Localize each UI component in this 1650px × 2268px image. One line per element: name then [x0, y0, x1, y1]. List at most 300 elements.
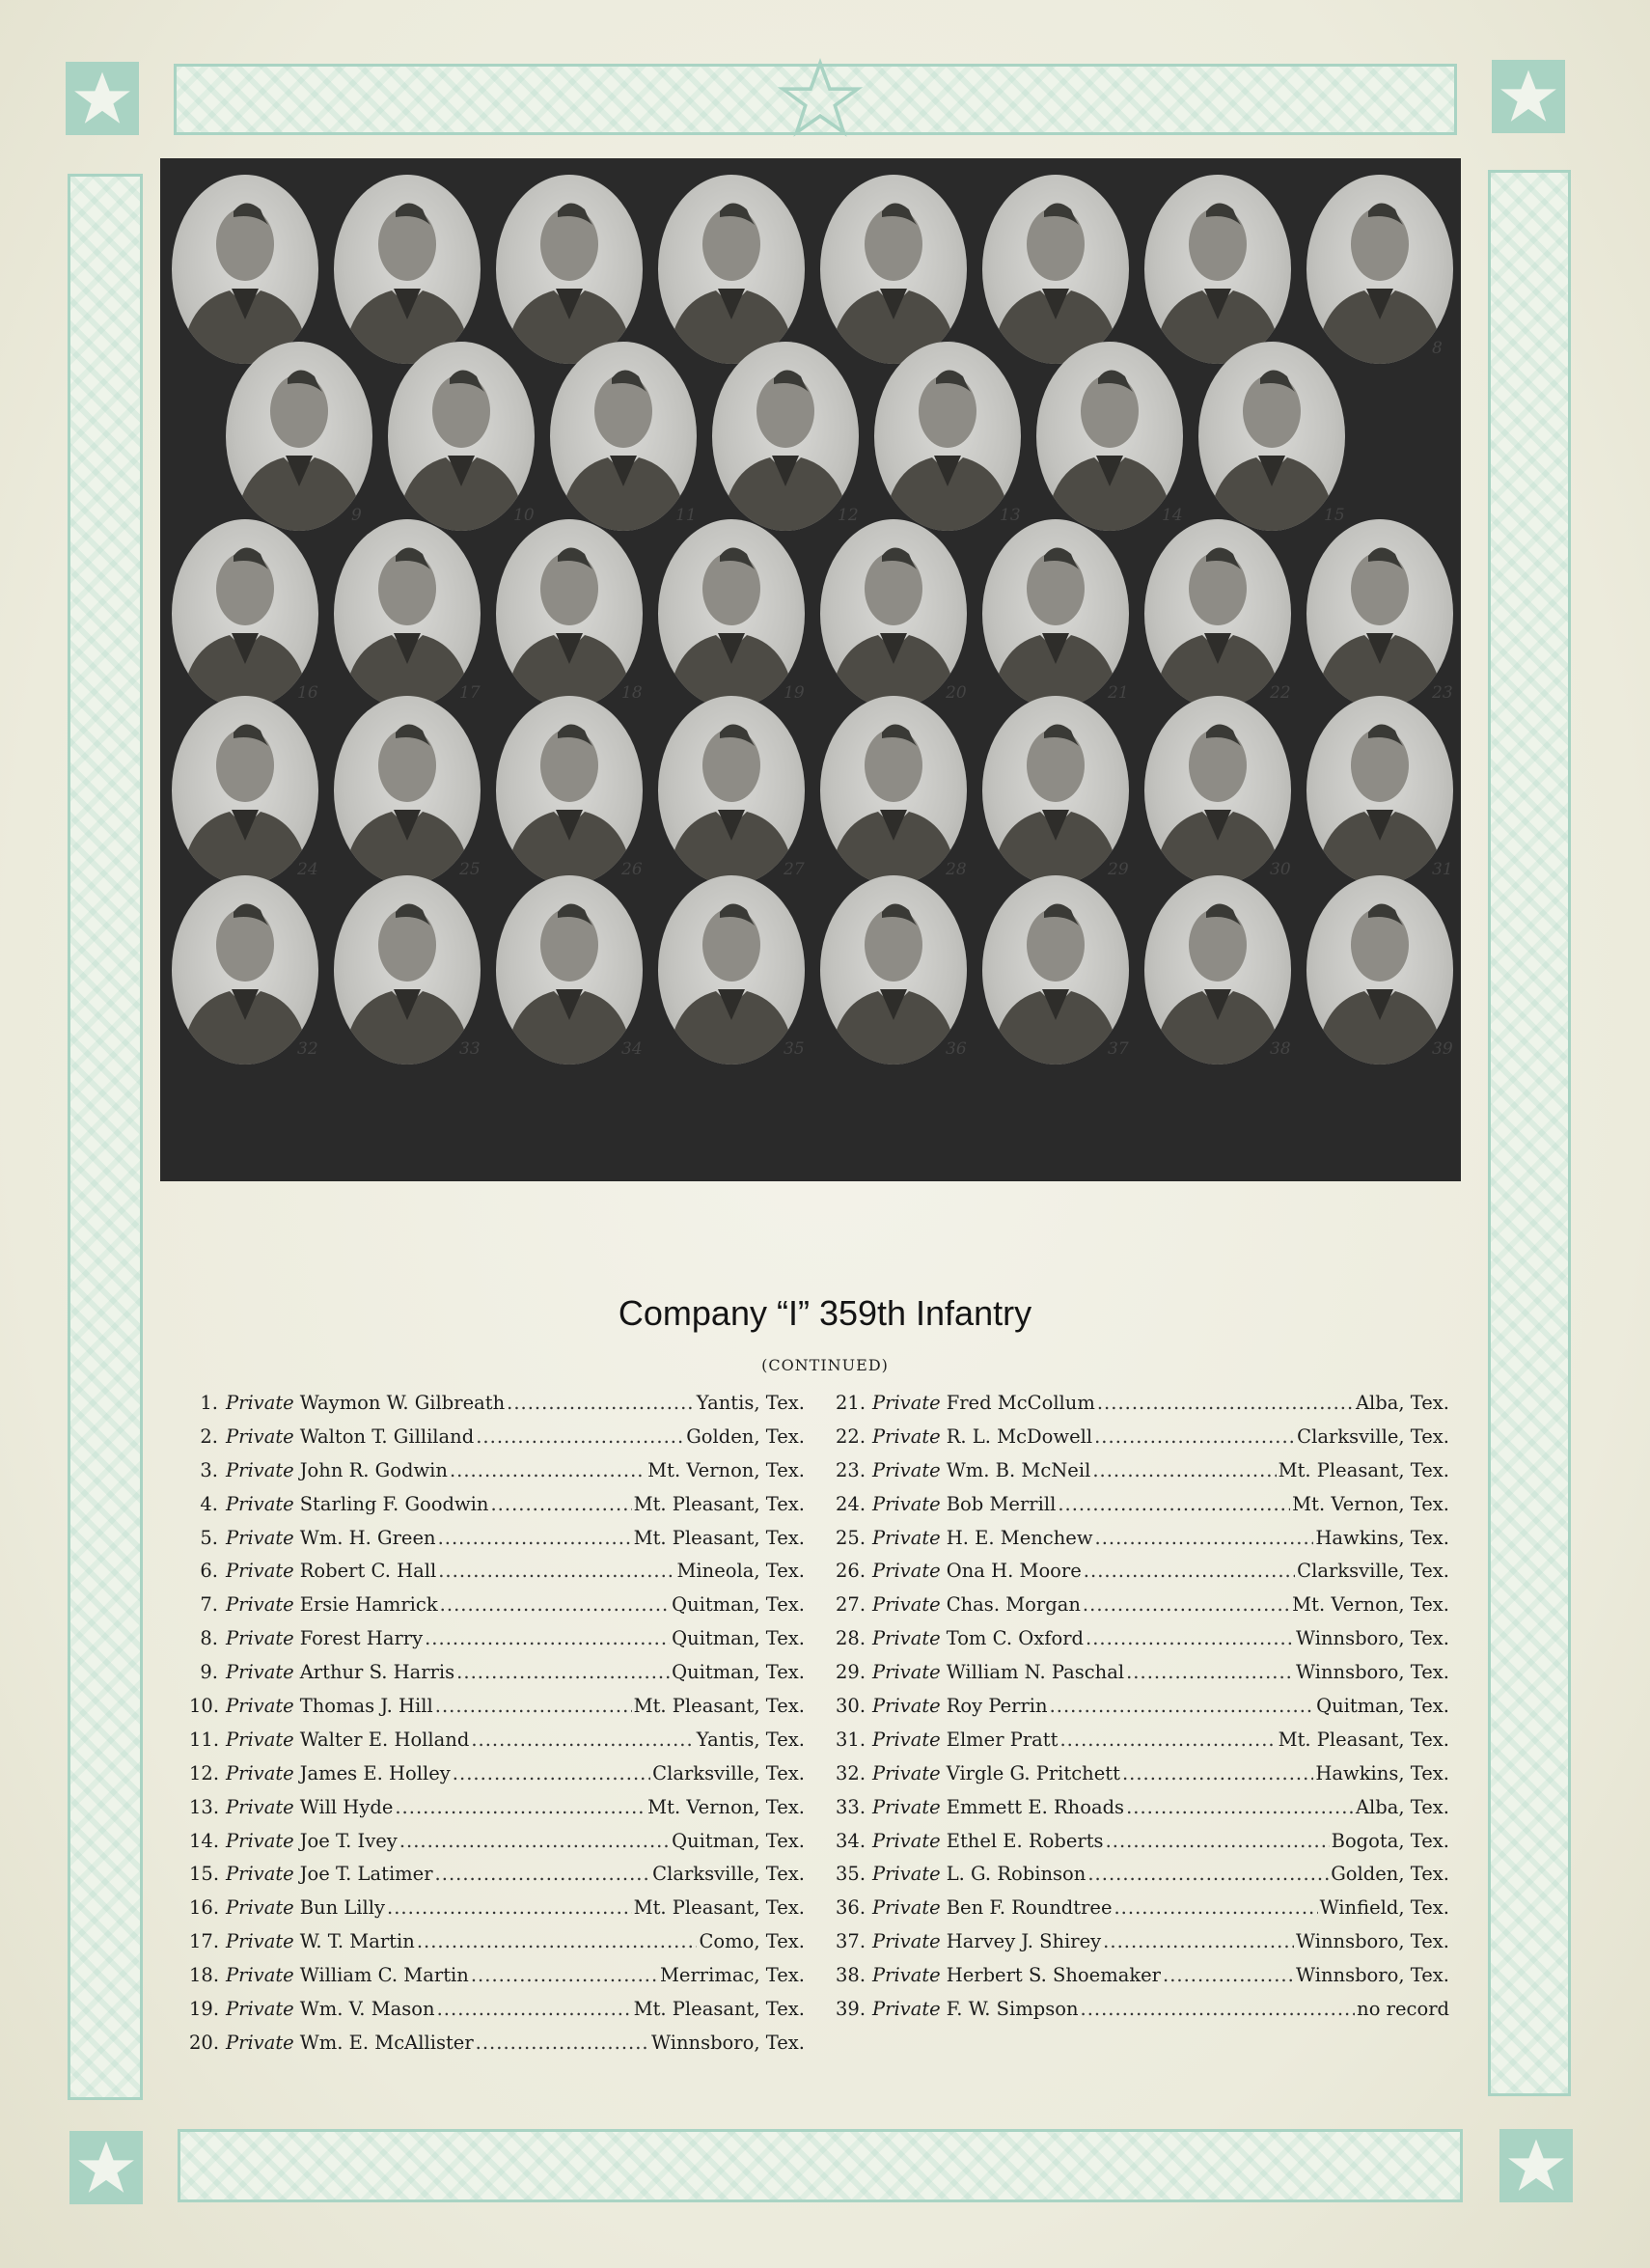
soldier-portrait: [172, 175, 318, 364]
entry-number: 5.: [200, 1526, 218, 1549]
entry-name: Ersie Hamrick: [299, 1593, 438, 1617]
soldier-portrait: [1306, 175, 1453, 364]
roster-entry: [189, 1998, 805, 2032]
entry-number: 33.: [836, 1795, 866, 1818]
person-silhouette-icon: [982, 875, 1129, 1065]
entry-name: Walton T. Gilliland: [299, 1424, 475, 1448]
person-silhouette-icon: [982, 519, 1129, 708]
roster-entry: [189, 1493, 805, 1527]
entry-rank: Private: [226, 1526, 294, 1549]
roster-entry: [189, 1796, 805, 1830]
entry-number: 24.: [836, 1492, 866, 1515]
entry-name: Fred McCollum: [946, 1392, 1095, 1414]
entry-rank: Private: [872, 1627, 941, 1650]
entry-leader-dots: [1126, 1661, 1294, 1683]
entry-name: Joe T. Latimer: [299, 1863, 433, 1886]
roster-entry: [189, 1896, 805, 1930]
entry-name: R. L. McDowell: [946, 1424, 1093, 1448]
star-icon: [1499, 2129, 1573, 2202]
person-silhouette-icon: [1198, 342, 1345, 531]
entry-number: 6.: [200, 1560, 218, 1583]
entry-hometown: Mt. Pleasant, Tex.: [633, 1695, 805, 1718]
soldier-portrait: [1036, 342, 1183, 531]
soldier-portrait: [982, 519, 1129, 708]
soldier-portrait: [550, 342, 697, 531]
entry-number: 32.: [836, 1761, 866, 1784]
roster-entry: [836, 1729, 1449, 1762]
roster-entry: [836, 1830, 1449, 1864]
soldier-portrait: [172, 696, 318, 885]
soldier-portrait: [1144, 696, 1291, 885]
portrait-number: 26: [621, 860, 643, 880]
roster-entry: [189, 1661, 805, 1695]
soldier-portrait: [334, 519, 481, 708]
entry-hometown: Clarksville, Tex.: [1297, 1424, 1449, 1448]
entry-rank: Private: [872, 1863, 941, 1886]
entry-hometown: Como, Tex.: [699, 1930, 805, 1953]
entry-name: James E. Holley: [299, 1761, 451, 1784]
entry-name: Herbert S. Shoemaker: [946, 1964, 1162, 1987]
entry-name: H. E. Menchew: [946, 1526, 1093, 1549]
person-silhouette-icon: [658, 875, 805, 1065]
entry-leader-dots: [438, 1527, 632, 1549]
entry-rank: Private: [226, 1492, 294, 1515]
soldier-portrait: [1144, 875, 1291, 1065]
entry-hometown: Quitman, Tex.: [672, 1829, 805, 1852]
entry-number: 7.: [200, 1593, 218, 1617]
entry-leader-dots: [1083, 1593, 1290, 1616]
person-silhouette-icon: [1306, 175, 1453, 364]
roster-column-right: [836, 1392, 1449, 2032]
entry-name: F. W. Simpson: [946, 1998, 1079, 2021]
entry-rank: Private: [226, 1695, 294, 1718]
portrait-number: 9: [351, 506, 362, 526]
entry-rank: Private: [226, 1593, 294, 1617]
person-silhouette-icon: [982, 175, 1129, 364]
entry-number: 12.: [189, 1761, 220, 1784]
roster-entry: [189, 1425, 805, 1459]
person-silhouette-icon: [1144, 175, 1291, 364]
entry-hometown: Mt. Pleasant, Tex.: [633, 1998, 805, 2021]
portrait-number: 19: [784, 682, 805, 703]
entry-rank: Private: [226, 1896, 294, 1920]
entry-hometown: Winnsboro, Tex.: [1296, 1964, 1449, 1987]
entry-rank: Private: [226, 1424, 294, 1448]
entry-leader-dots: [425, 1627, 670, 1649]
star-icon: [66, 62, 139, 135]
entry-rank: Private: [226, 1392, 294, 1414]
roster-entry: [836, 1998, 1449, 2032]
entry-number: 20.: [189, 2031, 220, 2054]
entry-leader-dots: [490, 1493, 631, 1515]
entry-number: 28.: [836, 1627, 866, 1650]
entry-number: 25.: [836, 1526, 866, 1549]
portrait-number: 13: [1000, 506, 1021, 526]
entry-rank: Private: [872, 1761, 941, 1784]
portrait-number: 14: [1162, 506, 1183, 526]
soldier-portrait: [1306, 696, 1453, 885]
roster-column-left: [189, 1392, 805, 2065]
person-silhouette-icon: [1306, 875, 1453, 1065]
entry-name: Wm. H. Green: [299, 1526, 436, 1549]
entry-leader-dots: [1114, 1896, 1317, 1919]
entry-hometown: Golden, Tex.: [686, 1424, 805, 1448]
bottom-border-ornament: [178, 2129, 1463, 2202]
entry-leader-dots: [1097, 1392, 1354, 1414]
roster-entry: [189, 1695, 805, 1729]
entry-hometown: Mt. Vernon, Tex.: [647, 1795, 805, 1818]
entry-leader-dots: [438, 1560, 674, 1582]
entry-leader-dots: [476, 1425, 684, 1448]
entry-hometown: Mt. Pleasant, Tex.: [633, 1526, 805, 1549]
person-silhouette-icon: [388, 342, 535, 531]
entry-hometown: Mt. Pleasant, Tex.: [1278, 1728, 1449, 1751]
entry-leader-dots: [1081, 1998, 1356, 2020]
entry-hometown: Winnsboro, Tex.: [1296, 1661, 1449, 1684]
entry-number: 23.: [836, 1458, 866, 1481]
entry-name: William C. Martin: [299, 1964, 469, 1987]
entry-rank: Private: [872, 1896, 941, 1920]
entry-rank: Private: [226, 1560, 294, 1583]
entry-name: Starling F. Goodwin: [299, 1492, 489, 1515]
entry-rank: Private: [226, 1458, 294, 1481]
person-silhouette-icon: [550, 342, 697, 531]
soldier-portrait: [226, 342, 372, 531]
portrait-number: 23: [1432, 682, 1453, 703]
soldier-portrait: [874, 342, 1021, 531]
entry-leader-dots: [440, 1593, 670, 1616]
entry-rank: Private: [872, 1424, 941, 1448]
entry-hometown: Clarksville, Tex.: [652, 1863, 805, 1886]
roster-entry: [189, 1392, 805, 1425]
page-title: Company “I” 359th Infantry: [618, 1293, 1032, 1333]
portrait-number: 16: [297, 682, 318, 703]
portrait-number: 21: [1108, 682, 1129, 703]
soldier-portrait: [496, 696, 643, 885]
person-silhouette-icon: [172, 696, 318, 885]
entry-rank: Private: [226, 1998, 294, 2021]
portrait-number: 8: [1432, 339, 1443, 359]
entry-hometown: Mt. Pleasant, Tex.: [633, 1896, 805, 1920]
soldier-portrait: [712, 342, 859, 531]
person-silhouette-icon: [658, 175, 805, 364]
person-silhouette-icon: [172, 519, 318, 708]
portrait-number: 39: [1432, 1039, 1453, 1060]
entry-number: 36.: [836, 1896, 866, 1920]
portrait-number: 24: [297, 860, 318, 880]
person-silhouette-icon: [874, 342, 1021, 531]
entry-hometown: Clarksville, Tex.: [1297, 1560, 1449, 1583]
entry-name: Virgle G. Pritchett: [946, 1761, 1120, 1784]
left-border-ornament: [68, 174, 143, 2100]
entry-number: 37.: [836, 1930, 866, 1953]
soldier-portrait: [658, 875, 805, 1065]
entry-number: 39.: [836, 1998, 866, 2021]
portrait-number: 15: [1324, 506, 1345, 526]
entry-hometown: Mt. Pleasant, Tex.: [633, 1492, 805, 1515]
soldier-portrait: [496, 175, 643, 364]
portrait-number: 31: [1432, 860, 1453, 880]
roster-entry: [189, 1627, 805, 1661]
roster-entry: [836, 1896, 1449, 1930]
entry-number: 27.: [836, 1593, 866, 1617]
person-silhouette-icon: [226, 342, 372, 531]
entry-number: 26.: [836, 1560, 866, 1583]
roster-entry: [189, 1459, 805, 1493]
entry-name: Joe T. Ivey: [299, 1829, 398, 1852]
entry-name: Will Hyde: [299, 1795, 394, 1818]
person-silhouette-icon: [1144, 696, 1291, 885]
person-silhouette-icon: [334, 175, 481, 364]
soldier-portrait: [820, 696, 967, 885]
entry-leader-dots: [1122, 1762, 1313, 1784]
entry-number: 15.: [189, 1863, 220, 1886]
person-silhouette-icon: [496, 519, 643, 708]
roster-entry: [836, 1392, 1449, 1425]
entry-hometown: Merrimac, Tex.: [659, 1964, 805, 1987]
person-silhouette-icon: [496, 875, 643, 1065]
entry-name: Forest Harry: [299, 1627, 424, 1650]
entry-name: Walter E. Holland: [299, 1728, 470, 1751]
person-silhouette-icon: [1144, 875, 1291, 1065]
roster-entry: [189, 1593, 805, 1627]
roster-entry: [836, 1527, 1449, 1561]
entry-name: William N. Paschal: [946, 1661, 1125, 1684]
entry-hometown: Quitman, Tex.: [672, 1627, 805, 1650]
person-silhouette-icon: [658, 519, 805, 708]
entry-hometown: Alba, Tex.: [1355, 1392, 1449, 1414]
person-silhouette-icon: [334, 696, 481, 885]
portrait-panel: [160, 158, 1461, 1181]
person-silhouette-icon: [1306, 519, 1453, 708]
entry-name: Thomas J. Hill: [299, 1695, 433, 1718]
entry-hometown: Winfield, Tex.: [1319, 1896, 1449, 1920]
entry-number: 11.: [189, 1728, 220, 1751]
entry-name: Tom C. Oxford: [946, 1627, 1084, 1650]
entry-leader-dots: [1050, 1695, 1315, 1717]
roster-entry: [836, 1560, 1449, 1593]
entry-leader-dots: [507, 1392, 695, 1414]
entry-number: 34.: [836, 1829, 866, 1852]
entry-name: Robert C. Hall: [299, 1560, 437, 1583]
soldier-portrait: [982, 875, 1129, 1065]
entry-leader-dots: [387, 1896, 632, 1919]
roster-entry: [836, 1695, 1449, 1729]
soldier-portrait: [658, 519, 805, 708]
entry-rank: Private: [872, 1593, 941, 1617]
portrait-number: 12: [838, 506, 859, 526]
entry-number: 19.: [189, 1998, 220, 2021]
person-silhouette-icon: [1306, 696, 1453, 885]
person-silhouette-icon: [334, 875, 481, 1065]
entry-leader-dots: [435, 1863, 651, 1885]
roster-entry: [189, 1964, 805, 1998]
entry-leader-dots: [453, 1762, 650, 1784]
entry-leader-dots: [456, 1661, 670, 1683]
entry-hometown: Mineola, Tex.: [676, 1560, 805, 1583]
entry-leader-dots: [1126, 1796, 1354, 1818]
entry-hometown: Mt. Pleasant, Tex.: [1278, 1458, 1449, 1481]
person-silhouette-icon: [820, 875, 967, 1065]
soldier-portrait: [1306, 519, 1453, 708]
entry-name: Elmer Pratt: [946, 1728, 1059, 1751]
entry-rank: Private: [226, 1863, 294, 1886]
portrait-number: 28: [946, 860, 967, 880]
entry-leader-dots: [1087, 1863, 1329, 1885]
entry-name: Wm. B. McNeil: [946, 1458, 1091, 1481]
entry-leader-dots: [435, 1695, 632, 1717]
entry-number: 3.: [200, 1458, 218, 1481]
entry-rank: Private: [872, 1728, 941, 1751]
entry-rank: Private: [872, 1392, 941, 1414]
entry-rank: Private: [872, 1930, 941, 1953]
soldier-portrait: [658, 696, 805, 885]
soldier-portrait: [334, 696, 481, 885]
entry-leader-dots: [1106, 1830, 1330, 1852]
roster-entry: [836, 1964, 1449, 1998]
soldier-portrait: [388, 342, 535, 531]
entry-name: Harvey J. Shirey: [946, 1930, 1102, 1953]
entry-leader-dots: [437, 1998, 632, 2020]
entry-leader-dots: [1095, 1527, 1314, 1549]
entry-leader-dots: [1092, 1459, 1276, 1481]
person-silhouette-icon: [172, 175, 318, 364]
person-silhouette-icon: [820, 696, 967, 885]
roster-entry: [836, 1661, 1449, 1695]
person-silhouette-icon: [496, 696, 643, 885]
roster-entry: [836, 1930, 1449, 1964]
person-silhouette-icon: [1144, 519, 1291, 708]
person-silhouette-icon: [982, 696, 1129, 885]
soldier-portrait: [820, 875, 967, 1065]
entry-hometown: Winnsboro, Tex.: [1296, 1627, 1449, 1650]
portrait-number: 11: [675, 506, 697, 526]
entry-name: Bun Lilly: [299, 1896, 386, 1920]
entry-number: 9.: [200, 1661, 218, 1684]
portrait-number: 22: [1270, 682, 1291, 703]
portrait-number: 25: [459, 860, 481, 880]
entry-leader-dots: [471, 1729, 694, 1751]
entry-hometown: Hawkins, Tex.: [1315, 1526, 1449, 1549]
entry-name: Wm. V. Mason: [299, 1998, 435, 2021]
soldier-portrait: [1306, 875, 1453, 1065]
entry-rank: Private: [226, 1661, 294, 1684]
entry-leader-dots: [1059, 1729, 1276, 1751]
roster-entry: [836, 1627, 1449, 1661]
entry-hometown: Quitman, Tex.: [1316, 1695, 1449, 1718]
entry-rank: Private: [872, 1964, 941, 1987]
person-silhouette-icon: [496, 175, 643, 364]
entry-leader-dots: [399, 1830, 670, 1852]
entry-rank: Private: [872, 1492, 941, 1515]
portrait-number: 27: [784, 860, 805, 880]
entry-rank: Private: [226, 2031, 294, 2054]
entry-rank: Private: [226, 1964, 294, 1987]
entry-hometown: Winnsboro, Tex.: [651, 2031, 805, 2054]
entry-number: 30.: [836, 1695, 866, 1718]
portrait-number: 35: [784, 1039, 805, 1060]
entry-leader-dots: [417, 1930, 698, 1952]
entry-leader-dots: [395, 1796, 646, 1818]
star-icon: [777, 56, 864, 143]
entry-name: Wm. E. McAllister: [299, 2031, 474, 2054]
entry-name: Chas. Morgan: [946, 1593, 1081, 1617]
entry-number: 35.: [836, 1863, 866, 1886]
roster-entry: [189, 1863, 805, 1896]
entry-leader-dots: [1084, 1560, 1295, 1582]
entry-name: Ona H. Moore: [946, 1560, 1082, 1583]
roster-entry: [836, 1459, 1449, 1493]
entry-hometown: no record: [1357, 1998, 1449, 2021]
entry-rank: Private: [226, 1728, 294, 1751]
portrait-number: 29: [1108, 860, 1129, 880]
entry-name: Ben F. Roundtree: [946, 1896, 1113, 1920]
soldier-portrait: [1198, 342, 1345, 531]
entry-name: Waymon W. Gilbreath: [299, 1392, 506, 1414]
portrait-number: 20: [946, 682, 967, 703]
soldier-portrait: [334, 175, 481, 364]
entry-number: 8.: [200, 1627, 218, 1650]
person-silhouette-icon: [172, 875, 318, 1065]
entry-name: John R. Godwin: [299, 1458, 448, 1481]
entry-hometown: Mt. Vernon, Tex.: [1292, 1492, 1449, 1515]
person-silhouette-icon: [658, 696, 805, 885]
entry-number: 18.: [189, 1964, 220, 1987]
entry-rank: Private: [872, 1560, 941, 1583]
roster-entry: [836, 1593, 1449, 1627]
soldier-portrait: [658, 175, 805, 364]
person-silhouette-icon: [820, 175, 967, 364]
entry-rank: Private: [226, 1930, 294, 1953]
entry-number: 31.: [836, 1728, 866, 1751]
entry-number: 4.: [200, 1492, 218, 1515]
star-icon: [69, 2131, 143, 2204]
page-subtitle: (CONTINUED): [761, 1356, 889, 1374]
entry-hometown: Mt. Vernon, Tex.: [647, 1458, 805, 1481]
soldier-portrait: [820, 175, 967, 364]
entry-name: L. G. Robinson: [946, 1863, 1086, 1886]
roster-entry: [189, 1729, 805, 1762]
star-icon: [1492, 60, 1565, 133]
soldier-portrait: [982, 696, 1129, 885]
entry-leader-dots: [1058, 1493, 1290, 1515]
roster-entry: [189, 1762, 805, 1796]
portrait-number: 18: [621, 682, 643, 703]
person-silhouette-icon: [712, 342, 859, 531]
soldier-portrait: [496, 875, 643, 1065]
roster-entry: [836, 1425, 1449, 1459]
entry-name: W. T. Martin: [299, 1930, 415, 1953]
entry-leader-dots: [476, 2032, 649, 2054]
roster-entry: [836, 1796, 1449, 1830]
person-silhouette-icon: [820, 519, 967, 708]
entry-number: 14.: [189, 1829, 220, 1852]
roster-entry: [189, 2032, 805, 2065]
entry-hometown: Quitman, Tex.: [672, 1593, 805, 1617]
soldier-portrait: [982, 175, 1129, 364]
entry-leader-dots: [1163, 1964, 1294, 1986]
portrait-number: 34: [621, 1039, 643, 1060]
entry-name: Bob Merrill: [946, 1492, 1057, 1515]
soldier-portrait: [172, 875, 318, 1065]
portrait-number: 30: [1270, 860, 1291, 880]
entry-number: 2.: [200, 1424, 218, 1448]
entry-number: 13.: [189, 1795, 220, 1818]
portrait-number: 36: [946, 1039, 967, 1060]
entry-rank: Private: [226, 1795, 294, 1818]
roster-entry: [189, 1560, 805, 1593]
entry-rank: Private: [872, 1998, 941, 2021]
